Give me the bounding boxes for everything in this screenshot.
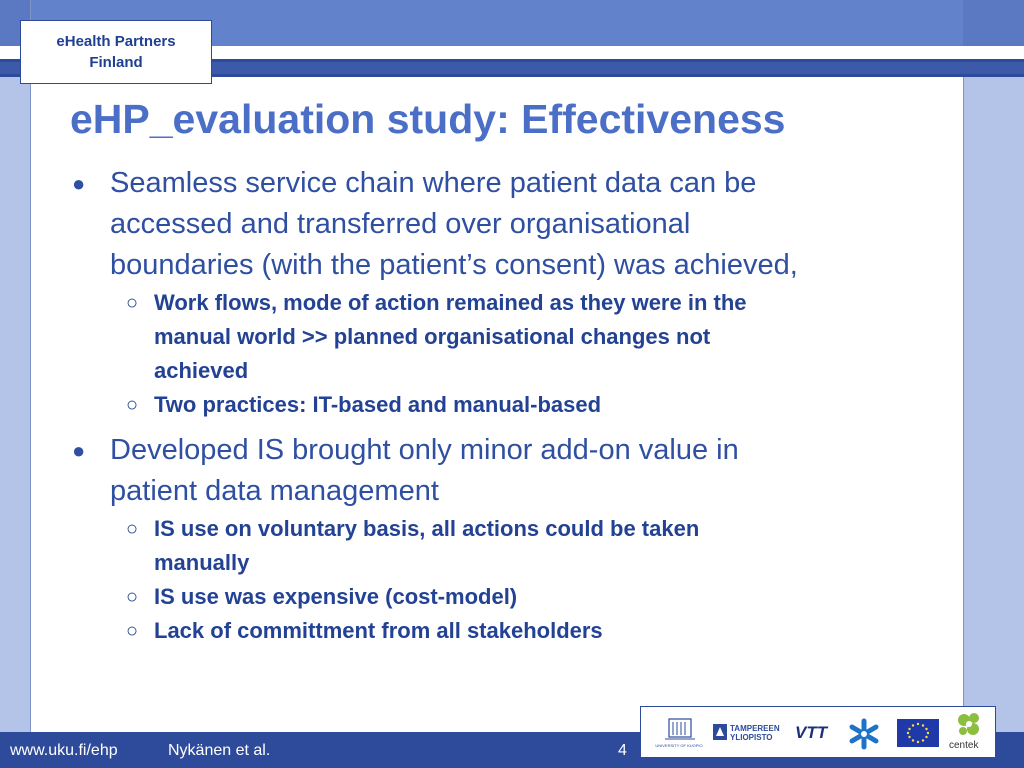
sub-bullet-text-line: Work flows, mode of action remained as they were in the <box>154 290 747 315</box>
right-column-top <box>963 0 1024 46</box>
bullet-text-line: patient data management <box>110 475 439 507</box>
snowflake-partner-logo <box>847 717 881 751</box>
right-margin-column <box>963 0 1024 732</box>
bullet-item <box>70 163 940 286</box>
footer-page-number: 4 <box>618 742 627 759</box>
bullet-dot-icon: ● <box>72 438 86 463</box>
snowflake-icon <box>847 717 881 751</box>
sub-bullet-ring-icon: ○ <box>126 518 139 540</box>
university-of-kuopio-logo <box>649 713 709 751</box>
centek-label: centek <box>949 740 979 751</box>
bullet-list <box>70 163 940 648</box>
sub-bullet-item <box>70 512 940 580</box>
sub-bullet-text-line: IS use on voluntary basis, all actions could be taken <box>154 516 700 541</box>
vtt-logo <box>791 721 837 745</box>
left-margin-column <box>0 0 31 732</box>
ehealth-partners-logo <box>20 20 212 84</box>
sub-bullet-ring-icon: ○ <box>126 394 139 416</box>
tampere-line-1: TAMPEREEN <box>730 724 780 733</box>
bullet-text-line: Seamless service chain where patient data can be <box>110 167 757 199</box>
bullet-item <box>70 430 940 512</box>
bullet-text-line: Developed IS brought only minor add-on value in <box>110 434 739 466</box>
eu-flag-icon <box>897 719 939 747</box>
bullet-dot-icon: ● <box>72 171 86 196</box>
slide-title: eHP_evaluation study: Effectiveness <box>70 96 786 142</box>
sub-bullet-text-line: IS use was expensive (cost-model) <box>154 584 518 609</box>
bullet-text-line: accessed and transferred over organisational <box>110 208 691 240</box>
sub-bullet-text-line: Two practices: IT-based and manual-based <box>154 392 602 417</box>
sub-bullet-text-line: Lack of committment from all stakeholders <box>154 618 603 643</box>
logo-line-1: eHealth Partners <box>56 33 176 50</box>
sub-bullet-text-line: achieved <box>154 358 249 383</box>
tampere-university-logo <box>713 721 787 745</box>
partner-logos-strip <box>640 706 996 758</box>
sub-bullet-text-line: manual world >> planned organisational changes not <box>154 324 711 349</box>
logo-line-2: Finland <box>89 54 143 71</box>
sub-bullet-item <box>70 614 940 648</box>
sub-bullet-text-line: manually <box>154 550 250 575</box>
centek-logo <box>947 711 991 755</box>
kuopio-label: UNIVERSITY OF KUOPIO <box>655 743 703 748</box>
tampere-line-2: YLIOPISTO <box>730 733 773 742</box>
sub-bullet-item <box>70 286 940 388</box>
bullet-text-line: boundaries (with the patient’s consent) was achieved, <box>110 249 798 281</box>
eu-flag-logo <box>897 719 939 747</box>
sub-bullet-item <box>70 580 940 614</box>
sub-bullet-ring-icon: ○ <box>126 586 139 608</box>
vtt-label: VTT <box>795 723 828 742</box>
sub-bullet-item <box>70 388 940 422</box>
sub-bullet-ring-icon: ○ <box>126 292 139 314</box>
footer-url: www.uku.fi/ehp <box>10 742 118 759</box>
sub-bullet-ring-icon: ○ <box>126 620 139 642</box>
tampere-emblem-icon <box>713 724 727 740</box>
footer-author: Nykänen et al. <box>168 742 271 759</box>
centek-leaf-icon <box>954 711 984 739</box>
